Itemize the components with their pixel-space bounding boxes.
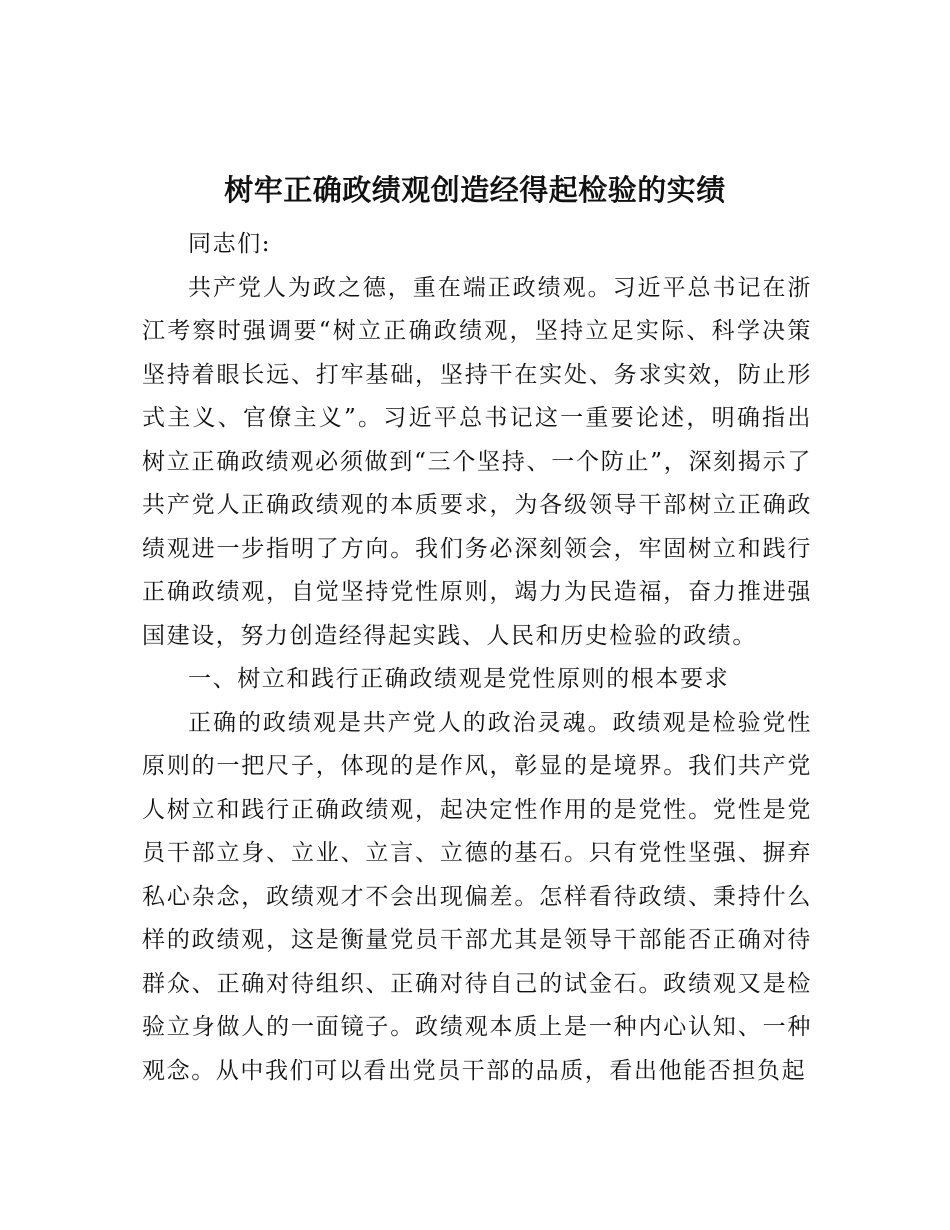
paragraph-intro: 共产党人为政之德，重在端正政绩观。习近平总书记在浙江考察时强调要“树立正确政绩观，坚持立足实际、科学决策坚持着眼长远、打牢基础，坚持干在实处、务求实效，防止形式主义、官僚主义”。习近平总书记这一重要论述，明确指出树立正确政绩观必须做到“三个坚持、一个防止”，深刻揭示了共产党人正确政绩观的本质要求，为各级领导干部树立正确政绩观进一步指明了方向。我们务必深刻领会，牢固树立和践行正确政绩观，自觉坚持党性原则，竭力为民造福，奋力推进强国建设，努力创造经得起实践、人民和历史检验的政绩。 — [142, 274, 812, 649]
salutation: 同志们: — [188, 231, 272, 257]
document-title: 树牢正确政绩观创造经得起检验的实绩 — [224, 173, 726, 207]
document-body — [142, 223, 812, 1093]
paragraph-section-1: 正确的政绩观是共产党人的政治灵魂。政绩观是检验党性原则的一把尺子，体现的是作风，彰显的是境界。我们共产党人树立和践行正确政绩观，起决定性作用的是党性。党性是党员干部立身、立业、立言、立德的基石。只有党性坚强、摒弃私心杂念，政绩观才不会出现偏差。怎样看待政绩、秉持什么样的政绩观，这是衡量党员干部尤其是领导干部能否正确对待群众、正确对待组织、正确对待自己的试金石。政绩观又是检验立身做人的一面镜子。政绩观本质上是一种内心认知、一种观念。从中我们可以看出党员干部的品质，看出他能否担负起 — [142, 709, 812, 1084]
section-heading-1: 一、树立和践行正确政绩观是党性原则的根本要求 — [188, 666, 730, 692]
